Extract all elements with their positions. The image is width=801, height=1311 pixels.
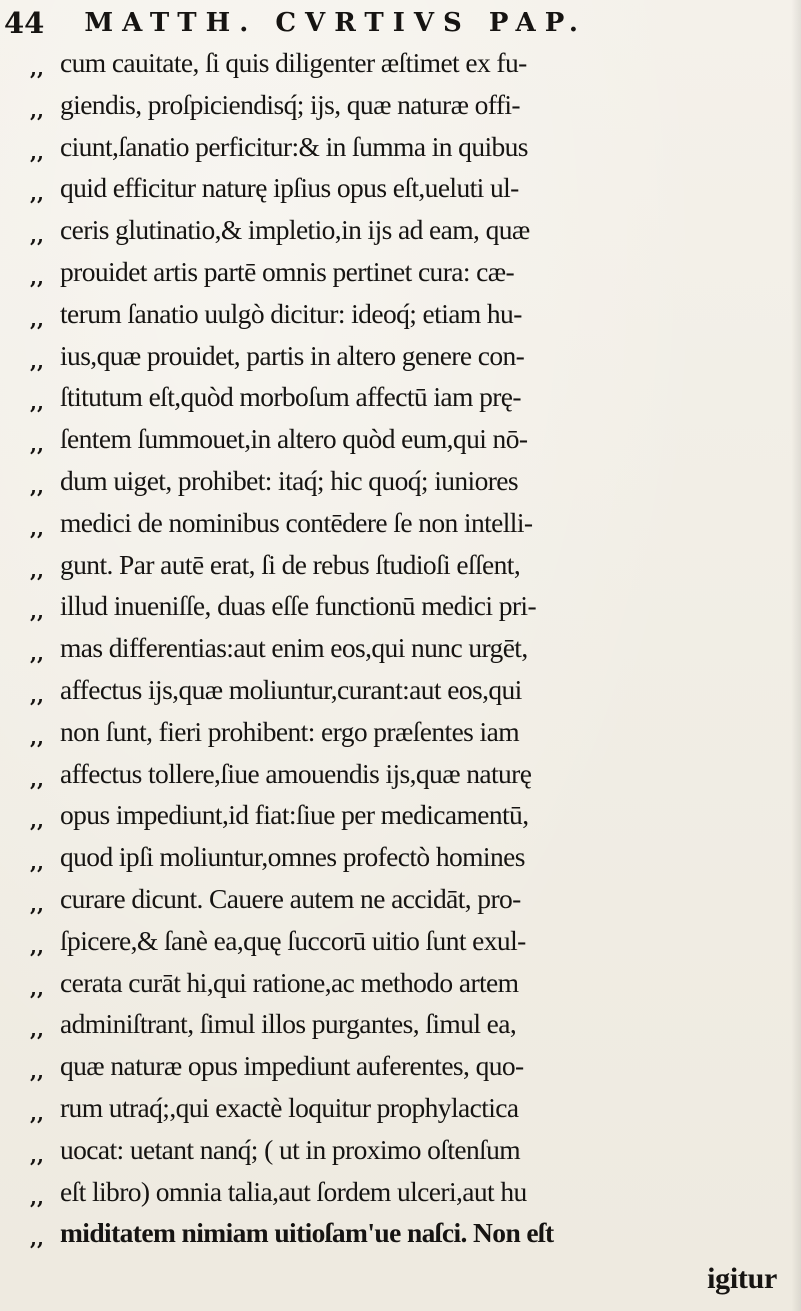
quotation-mark: ,, bbox=[30, 557, 44, 582]
text-line bbox=[0, 879, 795, 921]
text-line bbox=[0, 127, 795, 169]
quotation-mark: ,, bbox=[30, 181, 44, 206]
body-text bbox=[0, 43, 795, 1255]
text-line bbox=[0, 837, 795, 879]
line-text: adminiſtrant, ſimul illos purgantes, ſimul ea, bbox=[60, 1008, 517, 1040]
quotation-mark: ,, bbox=[30, 850, 44, 875]
quotation-mark: ,, bbox=[30, 724, 44, 749]
line-text: opus impediunt,id fiat:ſiue per medicamentū, bbox=[60, 799, 529, 831]
text-line bbox=[0, 670, 795, 712]
text-line bbox=[0, 712, 795, 754]
line-text: cerata curāt hi,qui ratione,ac methodo artem bbox=[60, 966, 519, 998]
line-text: medici de nominibus contēdere ſe non intelli- bbox=[60, 506, 533, 538]
line-text: ciunt,ſanatio perficitur:& in ſumma in quibus bbox=[60, 130, 528, 162]
line-text: prouidet artis partē omnis pertinet cura: cæ- bbox=[60, 255, 515, 287]
quotation-mark: ,, bbox=[30, 139, 44, 164]
quotation-mark: ,, bbox=[30, 1226, 44, 1251]
text-line bbox=[0, 503, 795, 545]
line-text: quæ naturæ opus impediunt auferentes, quo- bbox=[60, 1050, 524, 1082]
page-header bbox=[4, 6, 794, 40]
quotation-mark: ,, bbox=[30, 306, 44, 331]
quotation-mark: ,, bbox=[30, 975, 44, 1000]
text-line bbox=[0, 1004, 795, 1046]
text-line bbox=[0, 795, 795, 837]
line-text: miditatem nimiam uitioſam'ue naſci. Non eſt bbox=[60, 1217, 554, 1249]
line-text: affectus tollere,ſiue amouendis ijs,quæ naturę bbox=[60, 757, 532, 789]
quotation-mark: ,, bbox=[30, 223, 44, 248]
quotation-mark: ,, bbox=[30, 390, 44, 415]
text-line bbox=[0, 1130, 795, 1172]
quotation-mark: ,, bbox=[30, 682, 44, 707]
quotation-mark: ,, bbox=[30, 1017, 44, 1042]
text-line bbox=[0, 754, 795, 796]
quotation-mark: ,, bbox=[30, 599, 44, 624]
line-text: quod ipſi moliuntur,omnes profectò homines bbox=[60, 841, 525, 873]
catchword: igitur bbox=[707, 1262, 777, 1295]
line-text: cum cauitate, ſi quis diligenter æſtimet ex fu- bbox=[60, 47, 527, 78]
text-line bbox=[0, 963, 795, 1005]
text-line bbox=[0, 336, 795, 378]
quotation-mark: ,, bbox=[30, 56, 44, 80]
text-line bbox=[0, 210, 795, 252]
page-number: 44 bbox=[4, 6, 45, 40]
line-text: ſentem ſummouet,in altero quòd eum,qui nō- bbox=[60, 423, 528, 455]
quotation-mark: ,, bbox=[30, 1059, 44, 1084]
quotation-mark: ,, bbox=[30, 933, 44, 958]
quotation-mark: ,, bbox=[30, 1142, 44, 1167]
text-line bbox=[0, 1088, 795, 1130]
text-line bbox=[0, 1172, 795, 1214]
line-text: rum utraq́;,qui exactè loquitur prophylactica bbox=[60, 1091, 519, 1123]
line-text: ſtitutum eſt,quòd morboſum affectū iam prę- bbox=[60, 381, 521, 413]
line-text: quid efficitur naturę ipſius opus eſt,ueluti ul- bbox=[60, 172, 519, 204]
line-text: ius,quæ prouidet, partis in altero genere con- bbox=[60, 339, 525, 371]
line-text: eſt libro) omnia talia,aut ſordem ulceri,aut hu bbox=[60, 1175, 527, 1207]
line-text: non ſunt, fieri prohibent: ergo præſentes iam bbox=[60, 715, 519, 747]
quotation-mark: ,, bbox=[30, 766, 44, 791]
text-line bbox=[0, 85, 795, 127]
line-text: giendis, proſpiciendisq́; ijs, quæ naturæ offi- bbox=[60, 88, 520, 120]
running-head: MATTH. CVRTIVS PAP. bbox=[84, 8, 587, 38]
line-text: terum ſanatio uulgò dicitur: ideoq́; etiam hu- bbox=[60, 297, 522, 329]
text-line bbox=[0, 168, 795, 210]
quotation-mark: ,, bbox=[30, 891, 44, 916]
quotation-mark: ,, bbox=[30, 432, 44, 457]
text-line bbox=[0, 252, 795, 294]
text-line bbox=[0, 628, 795, 670]
quotation-mark: ,, bbox=[30, 348, 44, 373]
line-text: affectus ijs,quæ moliuntur,curant:aut eos,qui bbox=[60, 673, 522, 705]
quotation-mark: ,, bbox=[30, 97, 44, 122]
text-line bbox=[0, 377, 795, 419]
line-text: mas differentias:aut enim eos,qui nunc urgēt, bbox=[60, 632, 528, 664]
line-text: ceris glutinatio,& impletio,in ijs ad eam, quæ bbox=[60, 214, 530, 246]
text-line bbox=[0, 294, 795, 336]
quotation-mark: ,, bbox=[30, 473, 44, 498]
text-line bbox=[0, 43, 795, 85]
quotation-mark: ,, bbox=[30, 808, 44, 833]
text-line bbox=[0, 419, 795, 461]
text-line bbox=[0, 1046, 795, 1088]
text-line bbox=[0, 545, 795, 587]
text-line bbox=[0, 461, 795, 503]
quotation-mark: ,, bbox=[30, 641, 44, 666]
line-text: gunt. Par autē erat, ſi de rebus ſtudioſi eſſent, bbox=[60, 548, 521, 580]
line-text: uocat: uetant nanq́; ( ut in proximo oſtenſum bbox=[60, 1133, 521, 1165]
quotation-mark: ,, bbox=[30, 1184, 44, 1209]
line-text: ſpicere,& ſanè ea,quę ſuccorū uitio ſunt exul- bbox=[60, 924, 526, 956]
line-text: dum uiget, prohibet: itaq́; hic quoq́; iuniores bbox=[60, 464, 518, 496]
text-line bbox=[0, 1213, 795, 1255]
line-text: illud inueniſſe, duas eſſe functionū medici pri- bbox=[60, 590, 537, 622]
text-line bbox=[0, 586, 795, 628]
text-line bbox=[0, 921, 795, 963]
line-text: curare dicunt. Cauere autem ne accidāt, pro- bbox=[60, 882, 521, 914]
quotation-mark: ,, bbox=[30, 515, 44, 540]
quotation-mark: ,, bbox=[30, 1100, 44, 1125]
quotation-mark: ,, bbox=[30, 264, 44, 289]
